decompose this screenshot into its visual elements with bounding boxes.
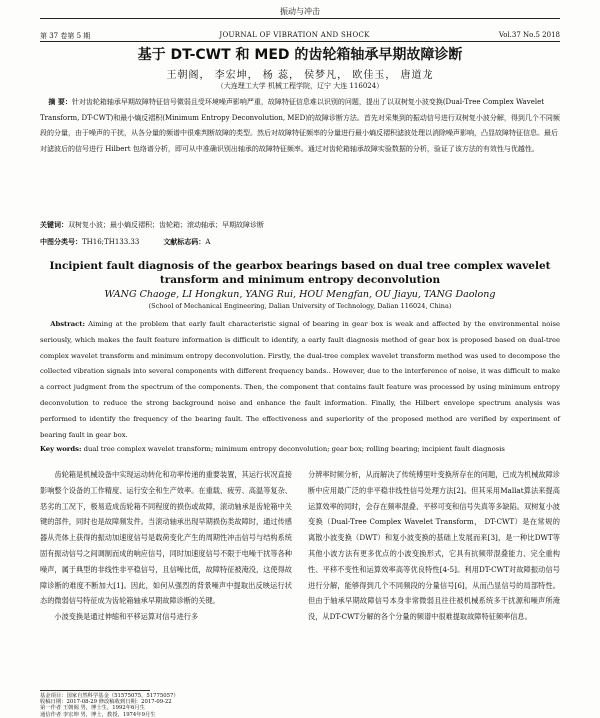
keywords-cn-text: 双树复小波；最小熵反褶积；齿轮箱；滚动轴承；早期故障诊断 bbox=[68, 221, 264, 229]
abstract-en-label: Abstract: bbox=[50, 320, 85, 328]
footnote-line: 收稿日期：2017-08-29 修改稿收到日期：2017-09-22 bbox=[40, 699, 172, 706]
abstract-cn-text: 针对齿轮箱轴承早期故障特征信号微弱且受环境噪声影响严重，故障特征信息难以识别的问题，提出了以双树复小波变换(Dual-Tree Complex Wavelet Transform, DT-CWT)和最小熵反褶积(Minimum Entropy Deconvolution, MED)的故障诊断方法。首先对采集到的振动信号进行双树复小波分解，得到几个不同频段的分量，由于噪声的干扰，从各分量的频谱中很难判断故障的类型。然后对故障特征频率的分量进行最小熵反褶积滤波处理以消除噪声影响，凸显故障特征信息。最后对滤波后的信号进行 Hilbert 包络谱分析，即可从中准确识别出轴承的故障特征频率。通过对齿轮箱轴承故障实验数据的分析，验证了该方法的有效性与优越性。 bbox=[40, 98, 560, 153]
body-column-left bbox=[40, 467, 292, 625]
journal-name-en: JOURNAL OF VIBRATION AND SHOCK bbox=[219, 31, 370, 39]
abstract-en-text: Aiming at the problem that early fault characteristic signal of bearing in gear box is weak and affected by the environmental noise seriously, which makes the fault feature information is difficult to identify, a early fault diagnosis method of gear box is proposed based on dual-tree complex wavelet transform and minimum entropy deconvolution. Firstly, the dual-tree complex wavelet transform method was used to decompose the collected vibration signals into several components with different frequency bands.. However, due to the interference of noise, it was difficult to make a correct judgment from the spectrum of the components. Then, the component that contains fault feature was processed by using minimum entropy deconvolution to reduce the strong background noise and enhance the fault information. Finally, the Hilbert envelope spectrum analysis was performed to identify the frequency of the bearing fault. The effectiveness and superiority of the proposed method are verified by experiment of bearing fault in gear box. bbox=[40, 320, 560, 439]
classification-row bbox=[40, 237, 560, 247]
body-column-right bbox=[308, 467, 560, 625]
keywords-cn bbox=[40, 220, 560, 230]
journal-header-cn: 振动与冲击 bbox=[280, 7, 320, 16]
header-rule-bottom bbox=[40, 41, 560, 42]
affiliation-en: (School of Mechanical Engineering, Dalian University of Technology, Dalian 116024, China) bbox=[148, 302, 452, 310]
footnote-line: 通信作者 李宏坤 男，博士，教授，1974年9月生 bbox=[40, 711, 156, 718]
authors-cn: 王朝阁， 李宏坤， 杨 蕊， 侯梦凡， 欧佳玉， 唐道龙 bbox=[166, 70, 434, 81]
abstract-cn-label: 摘 要： bbox=[48, 98, 72, 106]
doc-code-value: A bbox=[205, 238, 211, 246]
body-left-paragraph-2: 小波变换是通过伸缩和平移运算对信号进行多 bbox=[54, 612, 199, 622]
footnotes bbox=[40, 693, 340, 718]
clc-label: 中图分类号： bbox=[40, 237, 82, 246]
volume-cn: 第 37 卷第 5 期 bbox=[40, 32, 91, 40]
volume-en: Vol.37 No.5 2018 bbox=[498, 31, 560, 39]
footnote-rule bbox=[40, 690, 150, 691]
clc-value: TH16;TH133.33 bbox=[82, 238, 140, 246]
paper-title-en: Incipient fault diagnosis of the gearbox bearings based on dual tree complex wavelet transform and minimum entropy deconvolution bbox=[49, 260, 551, 286]
journal-header-row bbox=[40, 31, 560, 41]
affiliation-cn: （大连理工大学 机械工程学院，辽宁 大连 116024） bbox=[216, 82, 384, 90]
keywords-en bbox=[40, 444, 560, 455]
paper-title-cn: 基于 DT-CWT 和 MED 的齿轮箱轴承早期故障诊断 bbox=[137, 47, 463, 63]
abstract-cn bbox=[40, 95, 560, 157]
doc-code-label: 文献标志码： bbox=[163, 237, 206, 246]
footnote-line: 基金项目：国家自然科学基金（51575075，51775057） bbox=[40, 693, 179, 699]
keywords-en-label: Key words: bbox=[40, 445, 82, 453]
keywords-cn-label: 关键词： bbox=[40, 220, 68, 229]
footnote-line: 第一作者 王朝阁 男，博士生，1992年6月生 bbox=[40, 705, 145, 712]
document-code bbox=[163, 237, 210, 247]
keywords-en-text: dual tree complex wavelet transform; minimum entropy deconvolution; gear box; rolling bearing; incipient fault diagnosis bbox=[83, 445, 505, 453]
body-left-paragraph-1: 齿轮箱是机械设备中实现运动转化和功率传递的重要装置，其运行状况直接影响整个设备的工作精度、运行安全和生产效率。在重载、疲劳、高温等复杂、恶劣的工况下，极易造成齿轮箱不同程度的损伤或故障，滚动轴承是齿轮箱中关键的部件，同时也是故障频发件。当滚动轴承出现早期损伤类故障时，通过传感器从壳体上获得的振动加速度信号是载荷变化产生的周期性冲击信号与结构系统固有振动信号之间调制而成的响应信号，同时加速度信号不限于电噪干扰等各种噪声，属于典型的非线性非平稳信号，且信噪比低，故障特征被淹没，这使得故障诊断的难度不断加大[1]。因此，如何从强烈的背景噪声中提取出反映运行状态的微弱信号特征成为齿轮箱轴承早期故障诊断的关键。 bbox=[40, 470, 292, 606]
header-rule-top bbox=[40, 18, 560, 19]
authors-en: WANG Chaoge, LI Hongkun, YANG Rui, HOU Mengfan, OU Jiayu, TANG Daolong bbox=[104, 289, 496, 300]
abstract-en bbox=[40, 317, 560, 443]
body-right-paragraph: 分辨率时频分析，从而解决了传统傅里叶变换所存在的问题，已成为机械故障诊断中应用最广泛的非平稳非线性信号处理方法[2]。但其采用Mallat算法来提高运算效率的同时，会存在频率混叠、平移可变和信号失真等多缺陷。双树复小波变换（Dual-Tree Complex Wavelet Transform， DT-CWT）是在常规的离散小波变换（DWT）和复小波变换的基础上发展而来[3]，是一种比DWT等其他小波方法有更多优点的小波变换形式，它具有抗频带混叠能力、完全重构性、平移不变性和运算效率高等优良特性[4-5]。利用DT-CWT对故障振动信号进行分解，能够得到几个不同频段的分量信号[6]，从而凸显信号的局部特性。但由于轴承早期故障信号本身非常微弱且往往被机械系统多干扰源和噪声所淹没，从DT-CWT分解的各个分量的频谱中很难提取故障特征频率信息。 bbox=[308, 470, 560, 622]
clc-number bbox=[40, 237, 139, 247]
